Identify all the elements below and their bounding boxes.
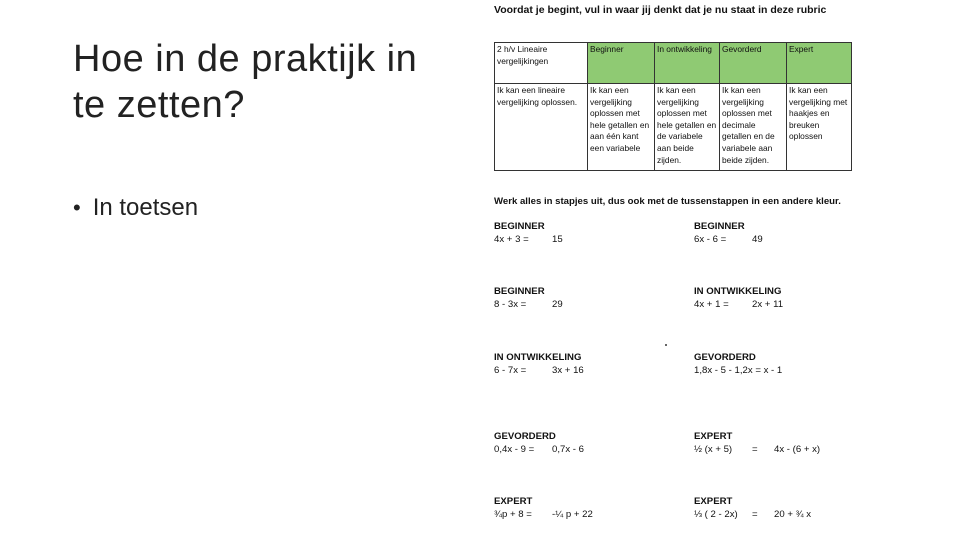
exercise-level: IN ONTWIKKELING [494, 352, 582, 363]
equation-left: 4x + 1 = [694, 298, 729, 310]
equation-right: 29 [552, 298, 563, 310]
exercise [694, 352, 782, 377]
rubric-cell: Ik kan een vergelijking oplossen met hele getallen en de variabele aan beide zijden. [655, 84, 720, 171]
exercise [494, 496, 593, 521]
equation-left: 8 - 3x = [494, 298, 527, 310]
bullet-text: In toetsen [92, 194, 199, 221]
equation-left: 1,8x - 5 - 1,2x = x - 1 [694, 364, 783, 376]
rubric-header-cell: Beginner [588, 43, 655, 84]
exercise-equation [494, 299, 563, 312]
worksheet-heading: Voordat je begint, vul in waar jij denkt dat je nu staat in deze rubric [494, 4, 827, 16]
rubric-header-cell: In ontwikkeling [655, 43, 720, 84]
equation-left: 0,4x - 9 = [494, 443, 535, 455]
exercise [694, 496, 811, 521]
exercise-level: BEGINNER [494, 221, 545, 232]
rubric-header-cell: Expert [787, 43, 852, 84]
exercise-equation [494, 365, 584, 378]
exercise-level: BEGINNER [494, 286, 545, 297]
rubric-header-cell: 2 h/v Lineaire vergelijkingen [495, 43, 588, 84]
equation-right: 4x - (6 + x) [774, 443, 821, 455]
speck-mark [665, 344, 667, 346]
rubric-table [494, 42, 852, 171]
rubric-cell: Ik kan een lineaire vergelijking oplossen. [495, 84, 588, 171]
exercise [694, 286, 783, 311]
equation-left: 4x + 3 = [494, 233, 529, 245]
bullet-dot-icon: • [73, 195, 81, 220]
bullet-item [73, 194, 198, 222]
exercise [494, 352, 584, 377]
equation-right: 0,7x - 6 [552, 443, 584, 455]
exercise-level: GEVORDERD [694, 352, 756, 363]
equation-equals: = [752, 443, 758, 455]
equation-left: 6x - 6 = [694, 233, 727, 245]
exercise-equation [694, 365, 782, 378]
rubric-header-row [495, 43, 852, 84]
exercise-level: BEGINNER [694, 221, 745, 232]
equation-right: 49 [752, 233, 763, 245]
equation-left: ¾p + 8 = [494, 508, 532, 520]
rubric-cell: Ik kan een vergelijking oplossen met hele getallen en aan één kant een variabele [588, 84, 655, 171]
exercise [494, 221, 563, 246]
equation-right: 20 + ¾ x [774, 508, 812, 520]
exercise-equation [494, 234, 563, 247]
exercise-equation [494, 509, 593, 522]
exercise [494, 286, 563, 311]
equation-right: 15 [552, 233, 563, 245]
exercise [494, 431, 584, 456]
exercise-equation [694, 234, 763, 247]
equation-right: -¼ p + 22 [552, 508, 593, 520]
slide-title: Hoe in de praktijk in te zetten? [73, 38, 418, 126]
rubric-cell: Ik kan een vergelijking met haakjes en breuken oplossen [787, 84, 852, 171]
equation-equals: = [752, 508, 758, 520]
rubric-header-cell: Gevorderd [720, 43, 787, 84]
worksheet-image [488, 0, 860, 540]
exercise-equation [694, 444, 820, 457]
exercise-level: EXPERT [694, 431, 733, 442]
exercise [694, 221, 763, 246]
exercise-equation [694, 509, 811, 522]
equation-left: 6 - 7x = [494, 364, 527, 376]
exercise-equation [694, 299, 783, 312]
exercise-level: EXPERT [494, 496, 533, 507]
equation-left: ½ (x + 5) [694, 443, 733, 455]
exercise-level: GEVORDERD [494, 431, 556, 442]
exercise-level: EXPERT [694, 496, 733, 507]
rubric-body-row [495, 84, 852, 171]
equation-left: ⅓ ( 2 - 2x) [694, 508, 738, 520]
exercise-equation [494, 444, 584, 457]
exercise [694, 431, 820, 456]
exercise-level: IN ONTWIKKELING [694, 286, 782, 297]
worksheet-instruction: Werk alles in stapjes uit, dus ook met de tussenstappen in een andere kleur. [494, 196, 841, 207]
equation-right: 2x + 11 [752, 298, 784, 310]
rubric-cell: Ik kan een vergelijking oplossen met decimale getallen en de variabele aan beide zijden. [720, 84, 787, 171]
equation-right: 3x + 16 [552, 364, 584, 376]
